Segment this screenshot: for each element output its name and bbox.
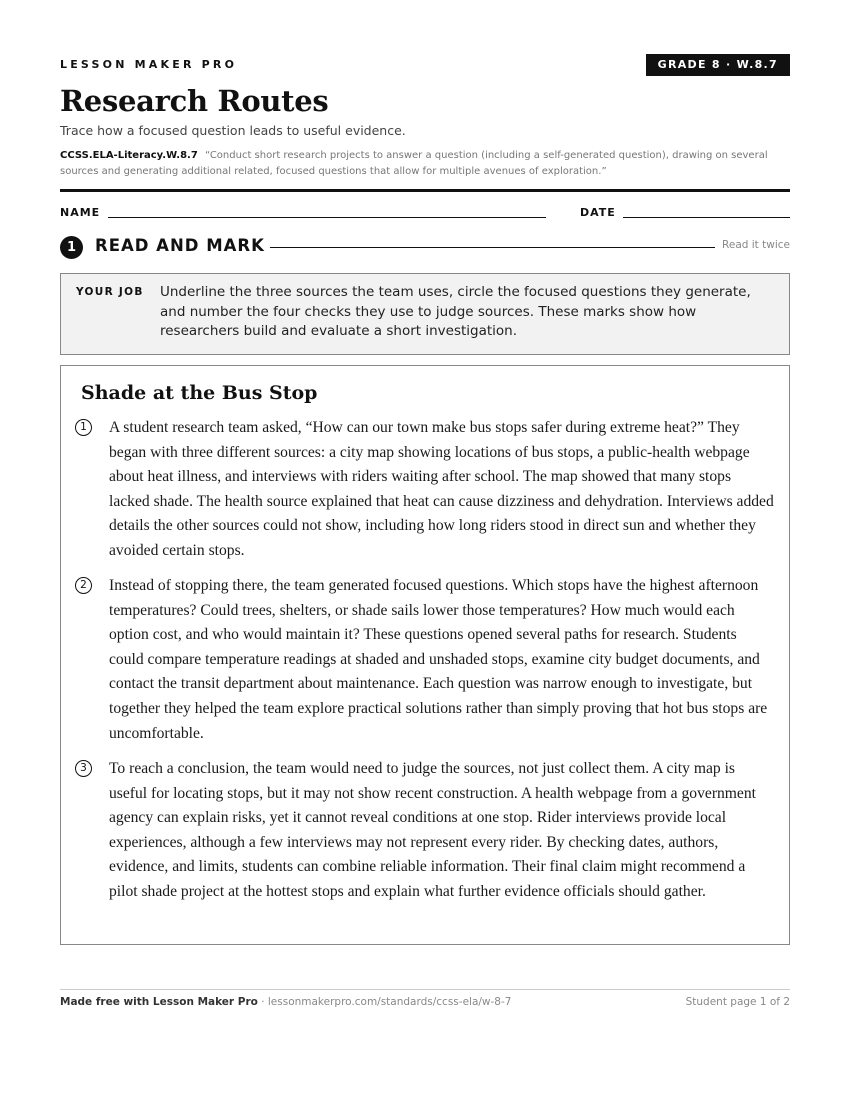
paragraph-number: 3 (75, 760, 92, 777)
paragraph-number: 2 (75, 577, 92, 594)
paragraph-text: A student research team asked, “How can our town make bus stops safer during extreme heat?” They began with three different sources: a city map showing locations of bus stops, a public-health webpage about heat illness, and interviews with riders waiting after school. The map showed that many stops lacked shade. The health source explained that heat can cause dizziness and dehydration. Interviews added details the other sources could not show, including how long riders stood in direct sun and whether they avoided certain stops. (109, 419, 774, 559)
paragraph-text: Instead of stopping there, the team generated focused questions. Which stops have the highest afternoon temperatures? Could trees, shelters, or shade sails lower those temperatures? How much would each option cost, and who would maintain it? These questions opened several paths for research. Students could compare temperature readings at shaded and unshaded stops, examine city budget documents, and contact the transit department about maintenance. Each question was narrow enough to investigate, but together they helped the team explore practical solutions rather than simply proving that hot bus stops are uncomfortable. (109, 577, 768, 742)
reading-passage (60, 365, 790, 945)
date-label: DATE (580, 206, 616, 219)
passage-title: Shade at the Bus Stop (81, 382, 318, 404)
header-divider (60, 189, 790, 192)
standard-text: “Conduct short research projects to answer a question (including a self-generated question), drawing on several sources and generating additional related, focused questions that allow for multiple avenues of exploration.” (60, 150, 768, 177)
page-title: Research Routes (60, 84, 329, 118)
section-number-badge: 1 (60, 236, 83, 259)
section-title: READ AND MARK (95, 236, 265, 255)
footer-url[interactable]: · lessonmakerpro.com/standards/ccss-ela/w-8-7 (257, 996, 512, 1008)
footer-divider (60, 989, 790, 990)
standard-code: CCSS.ELA-Literacy.W.8.7 (60, 150, 198, 161)
date-field[interactable] (623, 217, 790, 218)
footer-made-with: Made free with Lesson Maker Pro (60, 996, 258, 1008)
name-label: NAME (60, 206, 101, 219)
section-divider (270, 247, 715, 248)
name-date-row (60, 206, 790, 222)
your-job-instructions: Underline the three sources the team uses, circle the focused questions they generate, and number the four checks they use to judge sources. These marks show how researchers build and evaluate a short investigation. (160, 284, 751, 339)
worksheet-page (60, 0, 790, 1100)
footer-credit (60, 996, 511, 1008)
page-subtitle: Trace how a focused question leads to useful evidence. (60, 123, 406, 138)
brand-name: LESSON MAKER PRO (60, 58, 238, 71)
page-number: Student page 1 of 2 (685, 996, 790, 1008)
standard-citation (60, 148, 790, 179)
section-note: Read it twice (722, 239, 790, 251)
your-job-box (60, 273, 790, 355)
section-header (60, 235, 790, 259)
your-job-label: YOUR JOB (76, 286, 144, 298)
paragraph-number: 1 (75, 419, 92, 436)
name-field[interactable] (108, 217, 546, 218)
grade-badge: GRADE 8 · W.8.7 (646, 54, 790, 76)
paragraph-text: To reach a conclusion, the team would need to judge the sources, not just collect them. A city map is useful for locating stops, but it may not show recent construction. A health webpage from a government agency can explain risks, yet it cannot reveal conditions at one stop. Rider interviews provide local experiences, although a few interviews may not represent every rider. By checking dates, authors, evidence, and limits, students can combine reliable information. Their final claim might recommend a pilot shade project at the hottest stops and explain what further evidence officials should gather. (109, 760, 756, 900)
